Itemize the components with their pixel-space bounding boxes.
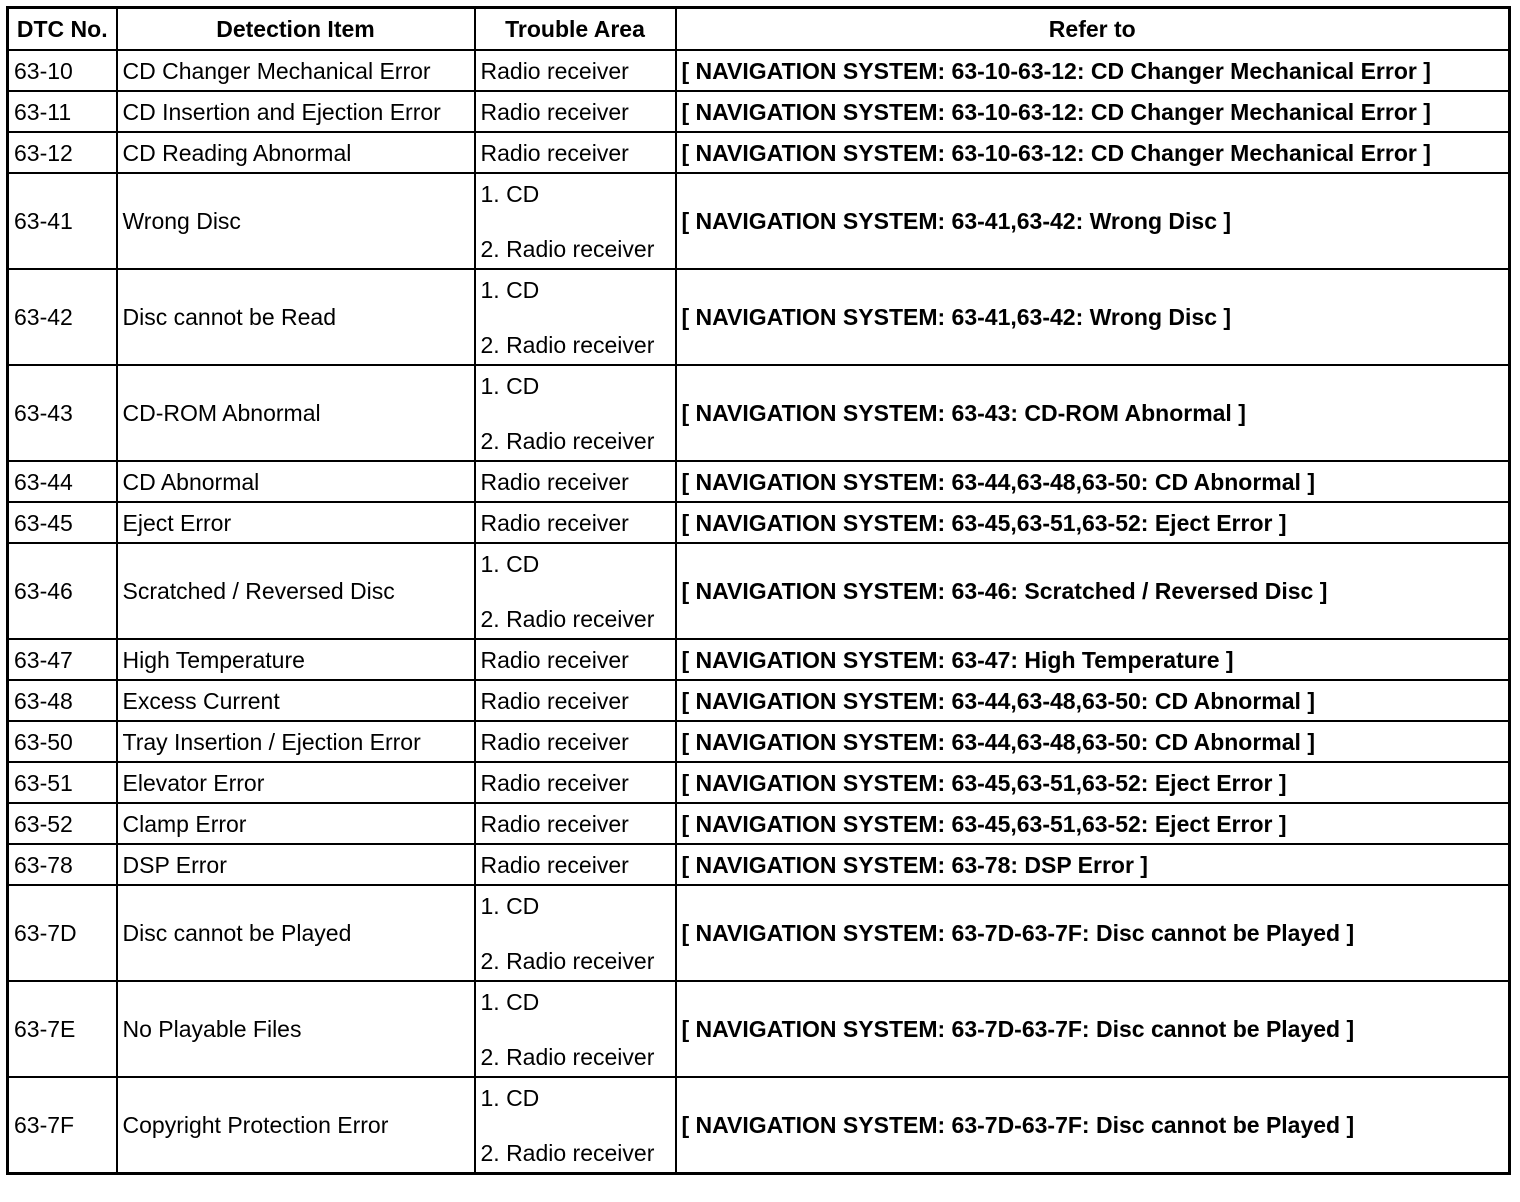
refer-to-link[interactable]: [ NAVIGATION SYSTEM: 63-44,63-48,63-50: CD Abnormal ] xyxy=(676,461,1510,502)
trouble-area-line: 2. Radio receiver xyxy=(480,331,655,358)
refer-to-link[interactable]: [ NAVIGATION SYSTEM: 63-10-63-12: CD Changer Mechanical Error ] xyxy=(676,91,1510,132)
header-trouble-area: Trouble Area xyxy=(475,8,676,51)
table-row xyxy=(8,1077,1510,1174)
table-row xyxy=(8,502,1510,543)
detection-item-cell: Disc cannot be Played xyxy=(117,885,475,981)
trouble-area-cell xyxy=(475,803,676,844)
trouble-area-line: Radio receiver xyxy=(480,728,629,755)
refer-to-link[interactable]: [ NAVIGATION SYSTEM: 63-7D-63-7F: Disc cannot be Played ] xyxy=(676,981,1510,1077)
detection-item-cell: CD-ROM Abnormal xyxy=(117,365,475,461)
detection-item-cell: Clamp Error xyxy=(117,803,475,844)
dtc-code-cell: 63-45 xyxy=(8,502,117,543)
trouble-area-line: 1. CD xyxy=(480,550,540,577)
trouble-area-line: 2. Radio receiver xyxy=(480,427,655,454)
trouble-area-cell xyxy=(475,91,676,132)
dtc-code-cell: 63-50 xyxy=(8,721,117,762)
dtc-code-cell: 63-46 xyxy=(8,543,117,639)
detection-item-cell: Tray Insertion / Ejection Error xyxy=(117,721,475,762)
table-row xyxy=(8,803,1510,844)
trouble-area-line: Radio receiver xyxy=(480,810,629,837)
trouble-area-line: 2. Radio receiver xyxy=(480,605,655,632)
trouble-area-line: 1. CD xyxy=(480,180,540,207)
table-row xyxy=(8,365,1510,461)
table-row xyxy=(8,680,1510,721)
trouble-area-line: Radio receiver xyxy=(480,509,629,536)
trouble-area-cell xyxy=(475,639,676,680)
trouble-area-line: 1. CD xyxy=(480,372,540,399)
trouble-area-line: 1. CD xyxy=(480,988,540,1015)
detection-item-cell: Eject Error xyxy=(117,502,475,543)
detection-item-cell: Disc cannot be Read xyxy=(117,269,475,365)
header-row xyxy=(8,8,1510,51)
trouble-area-cell xyxy=(475,365,676,461)
detection-item-cell: No Playable Files xyxy=(117,981,475,1077)
table-row xyxy=(8,173,1510,269)
refer-to-link[interactable]: [ NAVIGATION SYSTEM: 63-41,63-42: Wrong Disc ] xyxy=(676,173,1510,269)
dtc-code-cell: 63-44 xyxy=(8,461,117,502)
table-row xyxy=(8,762,1510,803)
refer-to-link[interactable]: [ NAVIGATION SYSTEM: 63-44,63-48,63-50: CD Abnormal ] xyxy=(676,721,1510,762)
trouble-area-line: Radio receiver xyxy=(480,468,629,495)
trouble-area-line: Radio receiver xyxy=(480,769,629,796)
table-row xyxy=(8,91,1510,132)
detection-item-cell: High Temperature xyxy=(117,639,475,680)
refer-to-link[interactable]: [ NAVIGATION SYSTEM: 63-45,63-51,63-52: Eject Error ] xyxy=(676,762,1510,803)
dtc-table xyxy=(6,6,1511,1175)
detection-item-cell: CD Changer Mechanical Error xyxy=(117,50,475,91)
detection-item-cell: DSP Error xyxy=(117,844,475,885)
trouble-area-cell xyxy=(475,502,676,543)
table-row xyxy=(8,132,1510,173)
dtc-code-cell: 63-41 xyxy=(8,173,117,269)
table-row xyxy=(8,844,1510,885)
refer-to-link[interactable]: [ NAVIGATION SYSTEM: 63-78: DSP Error ] xyxy=(676,844,1510,885)
trouble-area-cell xyxy=(475,680,676,721)
trouble-area-line: 1. CD xyxy=(480,1084,540,1111)
dtc-code-cell: 63-47 xyxy=(8,639,117,680)
table-row xyxy=(8,885,1510,981)
trouble-area-cell xyxy=(475,1077,676,1174)
detection-item-cell: Elevator Error xyxy=(117,762,475,803)
refer-to-link[interactable]: [ NAVIGATION SYSTEM: 63-7D-63-7F: Disc cannot be Played ] xyxy=(676,885,1510,981)
refer-to-link[interactable]: [ NAVIGATION SYSTEM: 63-45,63-51,63-52: Eject Error ] xyxy=(676,502,1510,543)
dtc-code-cell: 63-10 xyxy=(8,50,117,91)
refer-to-link[interactable]: [ NAVIGATION SYSTEM: 63-10-63-12: CD Changer Mechanical Error ] xyxy=(676,132,1510,173)
trouble-area-line: Radio receiver xyxy=(480,851,629,878)
table-row xyxy=(8,543,1510,639)
table-row xyxy=(8,981,1510,1077)
detection-item-cell: CD Reading Abnormal xyxy=(117,132,475,173)
dtc-code-cell: 63-43 xyxy=(8,365,117,461)
dtc-table-container xyxy=(6,6,1508,1175)
trouble-area-cell xyxy=(475,543,676,639)
dtc-code-cell: 63-7E xyxy=(8,981,117,1077)
trouble-area-cell xyxy=(475,269,676,365)
dtc-code-cell: 63-42 xyxy=(8,269,117,365)
refer-to-link[interactable]: [ NAVIGATION SYSTEM: 63-46: Scratched / Reversed Disc ] xyxy=(676,543,1510,639)
trouble-area-cell xyxy=(475,981,676,1077)
trouble-area-line: 1. CD xyxy=(480,276,540,303)
refer-to-link[interactable]: [ NAVIGATION SYSTEM: 63-44,63-48,63-50: CD Abnormal ] xyxy=(676,680,1510,721)
table-row xyxy=(8,639,1510,680)
header-detection-item: Detection Item xyxy=(117,8,475,51)
detection-item-cell: CD Abnormal xyxy=(117,461,475,502)
detection-item-cell: Wrong Disc xyxy=(117,173,475,269)
refer-to-link[interactable]: [ NAVIGATION SYSTEM: 63-10-63-12: CD Changer Mechanical Error ] xyxy=(676,50,1510,91)
trouble-area-line: Radio receiver xyxy=(480,687,629,714)
detection-item-cell: CD Insertion and Ejection Error xyxy=(117,91,475,132)
refer-to-link[interactable]: [ NAVIGATION SYSTEM: 63-45,63-51,63-52: Eject Error ] xyxy=(676,803,1510,844)
trouble-area-line: 2. Radio receiver xyxy=(480,1043,655,1070)
trouble-area-line: 2. Radio receiver xyxy=(480,1139,655,1166)
dtc-code-cell: 63-7F xyxy=(8,1077,117,1174)
dtc-code-cell: 63-12 xyxy=(8,132,117,173)
trouble-area-line: 2. Radio receiver xyxy=(480,947,655,974)
trouble-area-line: Radio receiver xyxy=(480,139,629,166)
dtc-code-cell: 63-52 xyxy=(8,803,117,844)
trouble-area-cell xyxy=(475,50,676,91)
dtc-code-cell: 63-7D xyxy=(8,885,117,981)
table-row xyxy=(8,50,1510,91)
refer-to-link[interactable]: [ NAVIGATION SYSTEM: 63-41,63-42: Wrong Disc ] xyxy=(676,269,1510,365)
dtc-code-cell: 63-11 xyxy=(8,91,117,132)
refer-to-link[interactable]: [ NAVIGATION SYSTEM: 63-7D-63-7F: Disc cannot be Played ] xyxy=(676,1077,1510,1174)
trouble-area-line: Radio receiver xyxy=(480,646,629,673)
trouble-area-line: Radio receiver xyxy=(480,57,629,84)
detection-item-cell: Excess Current xyxy=(117,680,475,721)
table-row xyxy=(8,269,1510,365)
trouble-area-cell xyxy=(475,721,676,762)
dtc-table-body xyxy=(8,50,1510,1174)
detection-item-cell: Scratched / Reversed Disc xyxy=(117,543,475,639)
trouble-area-line: 1. CD xyxy=(480,892,540,919)
header-refer-to: Refer to xyxy=(676,8,1510,51)
dtc-code-cell: 63-48 xyxy=(8,680,117,721)
refer-to-link[interactable]: [ NAVIGATION SYSTEM: 63-43: CD-ROM Abnormal ] xyxy=(676,365,1510,461)
table-row xyxy=(8,721,1510,762)
dtc-code-cell: 63-51 xyxy=(8,762,117,803)
trouble-area-line: Radio receiver xyxy=(480,98,629,125)
dtc-code-cell: 63-78 xyxy=(8,844,117,885)
trouble-area-cell xyxy=(475,132,676,173)
trouble-area-cell xyxy=(475,844,676,885)
trouble-area-cell xyxy=(475,885,676,981)
header-dtc-no: DTC No. xyxy=(8,8,117,51)
trouble-area-cell xyxy=(475,173,676,269)
detection-item-cell: Copyright Protection Error xyxy=(117,1077,475,1174)
trouble-area-cell xyxy=(475,461,676,502)
trouble-area-line: 2. Radio receiver xyxy=(480,235,655,262)
refer-to-link[interactable]: [ NAVIGATION SYSTEM: 63-47: High Temperature ] xyxy=(676,639,1510,680)
table-row xyxy=(8,461,1510,502)
trouble-area-cell xyxy=(475,762,676,803)
